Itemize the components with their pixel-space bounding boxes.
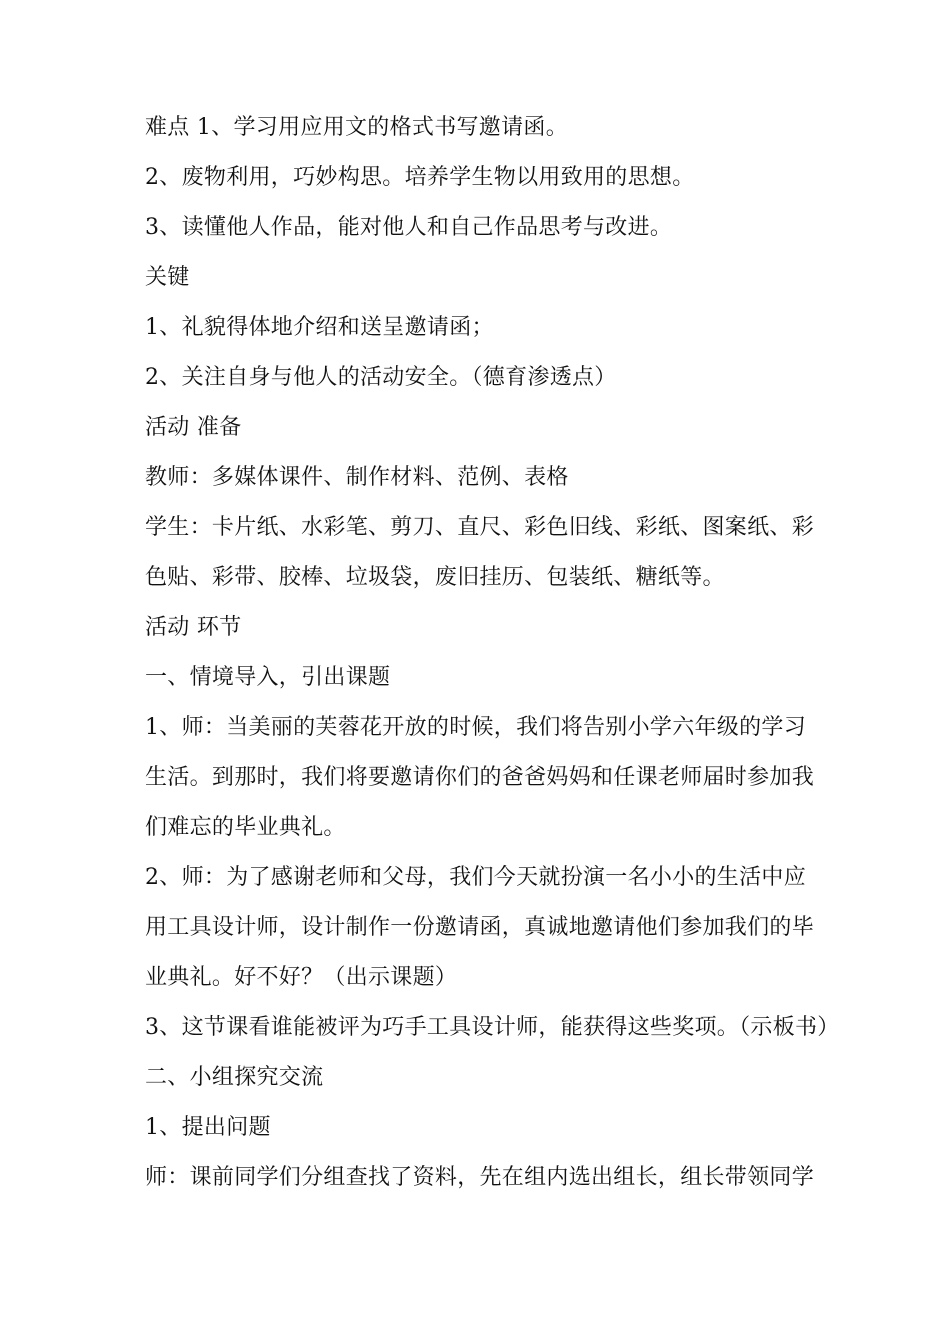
text-line: 色贴、彩带、胶棒、垃圾袋，废旧挂历、包装纸、糖纸等。 xyxy=(145,565,725,590)
text-line: 1、礼貌得体地介绍和送呈邀请函； xyxy=(145,315,494,340)
section-heading: 活动 准备 xyxy=(145,415,242,440)
section-heading: 二、小组探究交流 xyxy=(145,1065,324,1090)
text-line: 2、关注自身与他人的活动安全。（德育渗透点） xyxy=(145,365,617,390)
text-line: 3、这节课看谁能被评为巧手工具设计师，能获得这些奖项。（示板书） xyxy=(145,1015,840,1040)
section-heading: 关键 xyxy=(145,265,190,290)
text-line: 生活。到那时，我们将要邀请你们的爸爸妈妈和任课老师届时参加我 xyxy=(145,765,815,790)
section-heading: 活动 环节 xyxy=(145,615,242,640)
text-line: 2、师：为了感谢老师和父母，我们今天就扮演一名小小的生活中应 xyxy=(145,865,806,890)
section-heading: 一、情境导入，引出课题 xyxy=(145,665,391,690)
text-line: 难点 1、学习用应用文的格式书写邀请函。 xyxy=(145,115,568,140)
text-line: 1、师：当美丽的芙蓉花开放的时候，我们将告别小学六年级的学习 xyxy=(145,715,806,740)
text-line: 师：课前同学们分组查找了资料，先在组内选出组长，组长带领同学 xyxy=(145,1165,815,1190)
text-line: 1、提出问题 xyxy=(145,1115,271,1140)
text-line: 用工具设计师，设计制作一份邀请函，真诚地邀请他们参加我们的毕 xyxy=(145,915,815,940)
text-line: 们难忘的毕业典礼。 xyxy=(145,815,346,840)
text-line: 2、废物利用，巧妙构思。培养学生物以用致用的思想。 xyxy=(145,165,695,190)
document-body xyxy=(145,103,840,1203)
text-line: 3、读懂他人作品，能对他人和自己作品思考与改进。 xyxy=(145,215,673,240)
text-line: 业典礼。好不好？（出示课题） xyxy=(145,965,458,990)
text-line: 学生：卡片纸、水彩笔、剪刀、直尺、彩色旧线、彩纸、图案纸、彩 xyxy=(145,515,815,540)
text-line: 教师：多媒体课件、制作材料、范例、表格 xyxy=(145,465,569,490)
